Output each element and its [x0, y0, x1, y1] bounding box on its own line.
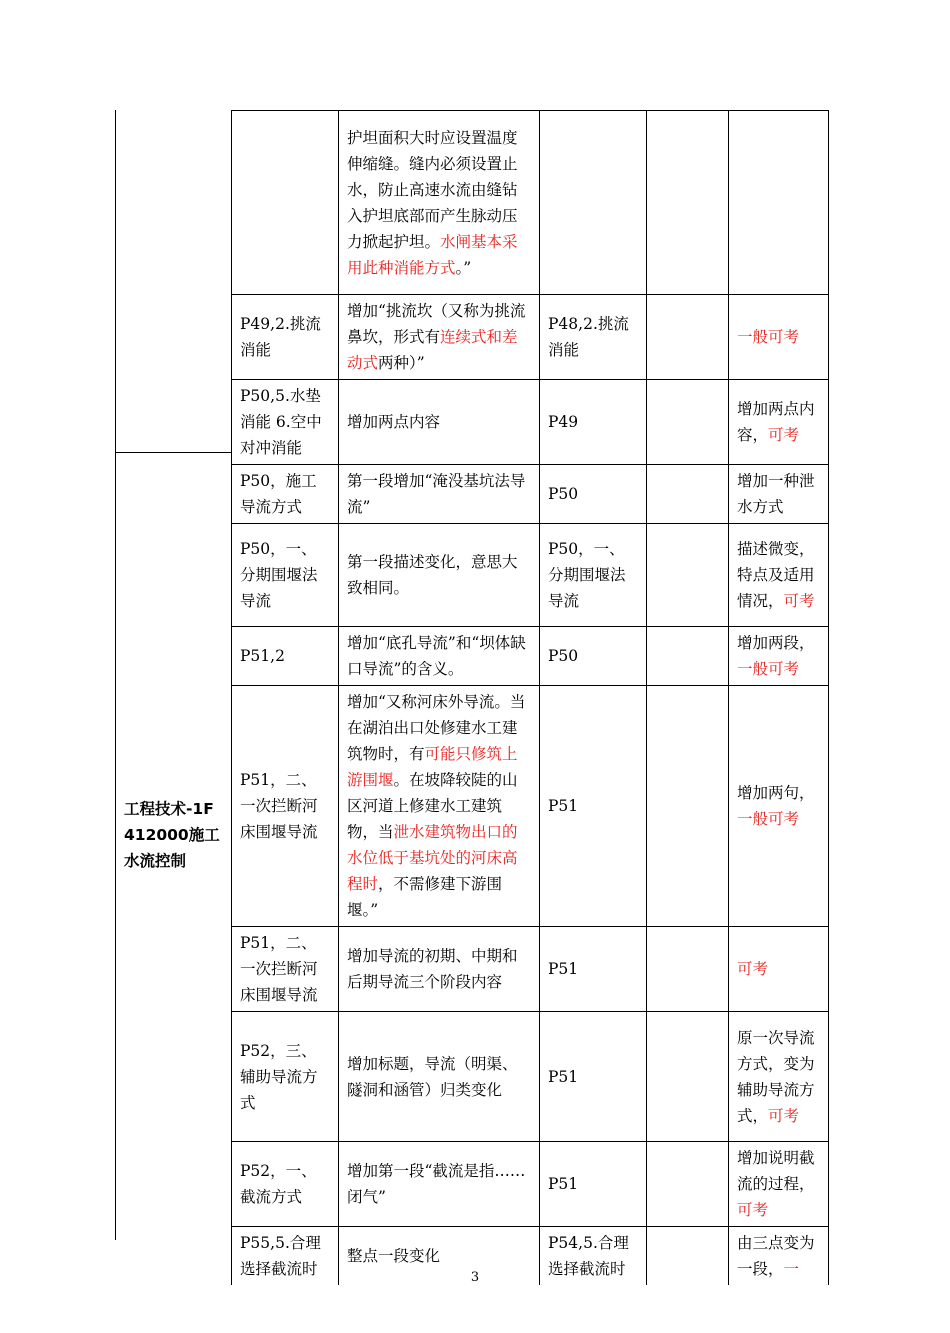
old-page-ref: P51 [540, 927, 647, 1012]
section-label: 工程技术-1F412000施工水流控制 [124, 800, 220, 870]
highlight-text: 可考 [768, 426, 800, 444]
new-page-ref: P52，一、截流方式 [232, 1142, 339, 1227]
table-row [232, 927, 829, 1012]
empty-cell [647, 686, 729, 927]
empty-cell [647, 465, 729, 524]
table-row [232, 1012, 829, 1142]
old-page-ref: P48,2.挑流消能 [540, 295, 647, 380]
highlight-text: 可考 [737, 1201, 769, 1219]
remark-cell [729, 1142, 829, 1227]
body-text: 增加第一段“截流是指……闭气” [347, 1162, 526, 1206]
old-page-ref: P50 [540, 465, 647, 524]
change-table [231, 110, 829, 1285]
highlight-text: 可考 [737, 960, 769, 978]
old-page-ref: P51 [540, 1142, 647, 1227]
new-page-ref: P55,5.合理选择截流时 [232, 1227, 339, 1286]
highlight-text: 可能只修筑上游围堰 [347, 745, 518, 789]
body-text: 增加标题，导流（明渠、隧洞和涵管）归类变化 [347, 1054, 518, 1099]
body-text: ，不需修建下游围堰。” [347, 875, 503, 919]
empty-cell [647, 524, 729, 627]
change-description [339, 1142, 540, 1227]
change-description [339, 686, 540, 927]
body-text: 增加两句， [737, 784, 815, 802]
body-text: 增加导流的初期、中期和后期导流三个阶段内容 [347, 947, 518, 991]
new-page-ref: P50，一、分期围堰法导流 [232, 524, 339, 627]
remark-cell [729, 295, 829, 380]
table-row [232, 686, 829, 927]
body-text: 由三点变为一段， [737, 1234, 815, 1278]
body-text: 原一次导流方式，变为辅助导流方式， [737, 1028, 815, 1125]
new-page-ref: P50，施工导流方式 [232, 465, 339, 524]
empty-cell [647, 1142, 729, 1227]
table-row [232, 1142, 829, 1227]
old-page-ref: P49 [540, 380, 647, 465]
table-row [232, 295, 829, 380]
change-description [339, 380, 540, 465]
body-text: 。在坡降较陡的山区河道上修建水工建筑物，当 [347, 771, 518, 841]
empty-cell [647, 1012, 729, 1142]
remark-cell [729, 111, 829, 295]
body-text: 增加一种泄水方式 [737, 472, 815, 516]
new-page-ref: P52，三、辅助导流方式 [232, 1012, 339, 1142]
new-page-ref [232, 111, 339, 295]
remark-cell [729, 927, 829, 1012]
page-number: 3 [470, 1270, 480, 1285]
empty-cell [647, 927, 729, 1012]
remark-cell [729, 524, 829, 627]
body-text: 增加“底孔导流”和“坝体缺口导流”的含义。 [347, 634, 526, 678]
new-page-ref: P50,5.水垫消能 6.空中对冲消能 [232, 380, 339, 465]
section-column-1 [115, 110, 231, 452]
remark-cell [729, 465, 829, 524]
remark-cell [729, 380, 829, 465]
body-text: 。” [455, 258, 472, 277]
empty-cell [647, 111, 729, 295]
old-page-ref: P54,5.合理选择截流时 [540, 1227, 647, 1286]
change-table-body [232, 111, 829, 1286]
old-page-ref: P51 [540, 686, 647, 927]
table-row [232, 465, 829, 524]
remark-cell [729, 686, 829, 927]
highlight-text: 可考 [783, 592, 815, 610]
highlight-text: 可考 [768, 1106, 800, 1125]
change-description [339, 627, 540, 686]
remark-cell [729, 627, 829, 686]
change-description [339, 295, 540, 380]
section-column-2 [115, 452, 231, 1240]
empty-cell [647, 380, 729, 465]
body-text: 第一段描述变化，意思大致相同。 [347, 553, 518, 597]
table-row [232, 627, 829, 686]
change-description [339, 465, 540, 524]
body-text: 增加两段， [737, 634, 815, 652]
highlight-text: 泄水建筑物出口的水位低于基坑处的河床高程时 [347, 823, 518, 893]
highlight-text: 一般可考 [737, 660, 800, 678]
body-text: 描述微变，特点及适用情况， [737, 540, 815, 610]
table-row [232, 380, 829, 465]
highlight-text: 一 [783, 1260, 800, 1278]
table-row [232, 111, 829, 295]
body-text: 第一段增加“淹没基坑法导流” [347, 472, 526, 516]
change-description [339, 111, 540, 295]
body-text: 整点一段变化 [347, 1247, 441, 1265]
table-row [232, 524, 829, 627]
body-text: 增加“又称河床外导流。当在湖泊出口处修建水工建筑物时，有 [347, 693, 526, 763]
highlight-text: 一般可考 [737, 810, 800, 828]
highlight-text: 水闸基本采用此种消能方式 [347, 232, 518, 277]
old-page-ref: P50，一、分期围堰法导流 [540, 524, 647, 627]
new-page-ref: P51，二、一次拦断河床围堰导流 [232, 686, 339, 927]
change-description [339, 927, 540, 1012]
old-page-ref: P50 [540, 627, 647, 686]
old-page-ref: P51 [540, 1012, 647, 1142]
change-description [339, 1012, 540, 1142]
change-description [339, 524, 540, 627]
old-page-ref [540, 111, 647, 295]
body-text: 增加说明截流的过程， [737, 1149, 815, 1193]
body-text: 增加两点内容 [347, 413, 441, 431]
body-text: 增加两点内容， [737, 400, 815, 444]
new-page-ref: P51,2 [232, 627, 339, 686]
empty-cell [647, 295, 729, 380]
body-text: 护坦面积大时应设置温度伸缩缝。缝内必须设置止水，防止高速水流由缝钻入护坦底部而产生脉动压力掀起护坦。 [347, 128, 518, 251]
highlight-text: 连续式和差动式 [347, 328, 518, 372]
new-page-ref: P51，二、一次拦断河床围堰导流 [232, 927, 339, 1012]
empty-cell [647, 627, 729, 686]
body-text: 增加“挑流坎（又称为挑流鼻坎，形式有 [347, 302, 526, 346]
highlight-text: 一般可考 [737, 328, 800, 346]
body-text: 两种）” [378, 354, 425, 372]
remark-cell [729, 1012, 829, 1142]
new-page-ref: P49,2.挑流消能 [232, 295, 339, 380]
